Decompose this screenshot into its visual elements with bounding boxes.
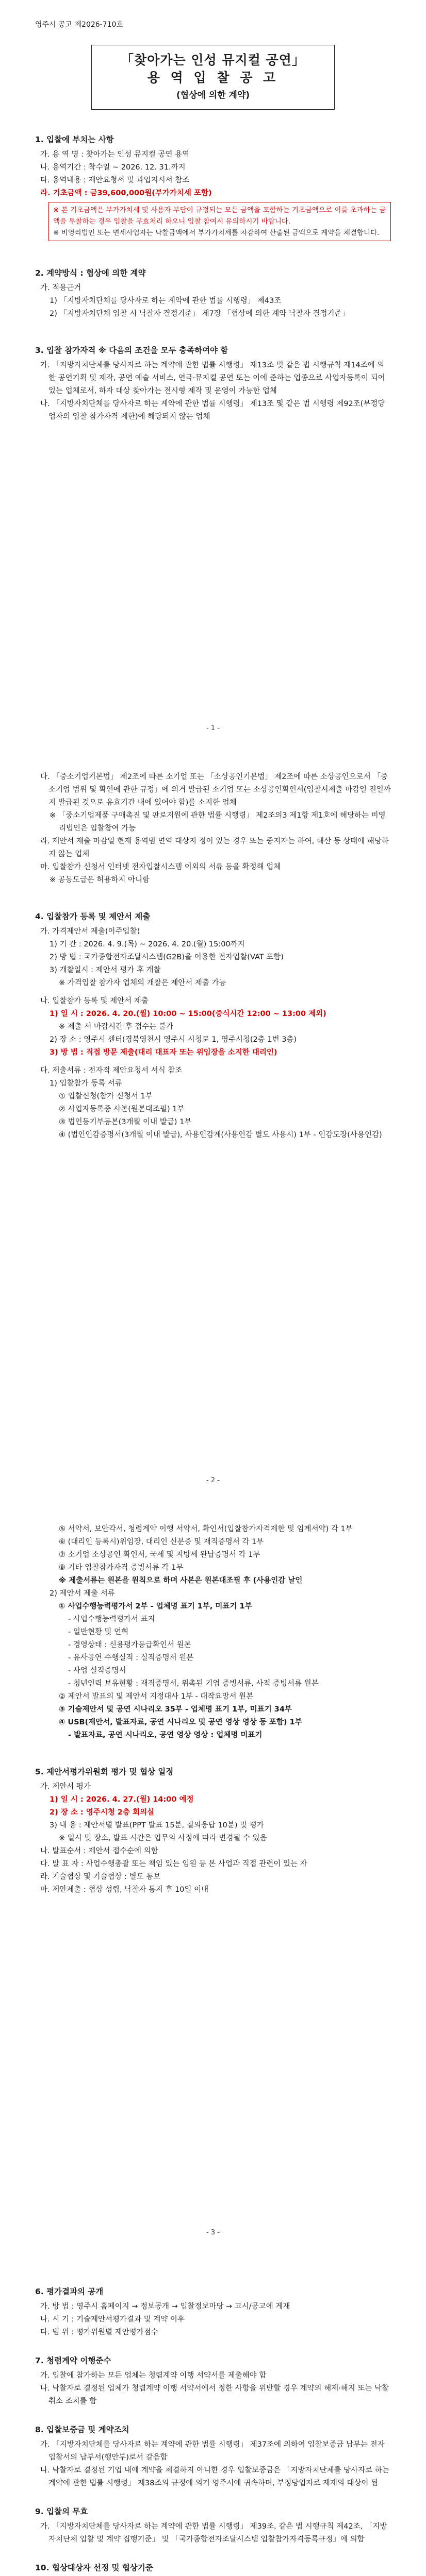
s8-item: 나. 낙찰자로 결정된 기업 내에 계약을 체결하지 아니한 경우 입찰보증금은 「지방자치단체를 당사자로 하는 계약에 관한 법률 시행령」 제38조의 규정에 의거 영주시에 귀속하며, 부정당업자로 제재의 대상이 됨 bbox=[40, 2466, 389, 2487]
price-notice-2: ※ 비영리법인 또는 면세사업자는 낙찰금액에서 부가가치세를 차감하여 산출된 금액으로 계약을 체결합니다. bbox=[53, 229, 380, 237]
section-2-heading: 2. 계약방식 : 협상에 의한 계약 bbox=[35, 268, 146, 278]
page-number: - 3 - bbox=[206, 2229, 220, 2236]
s6-item: 나. 시 기 : 기술제안서평가결과 및 계약 이후 bbox=[40, 2315, 185, 2324]
price-notice-1: ※ 본 기초금액은 부가가치세 및 사용자 부담이 규정되는 모든 금액을 포함하는 기초금액으로 이를 초과하는 금액을 투찰하는 경우 입찰을 무효처리 하오니 입찰 참여시 유의하시기 바랍니다. bbox=[53, 206, 386, 226]
s9-item: 가. 「지방자치단체를 당사자로 하는 계약에 관한 법률 시행령」 제39조, 같은 법 시행규칙 제42조, 「지방자치단체 입찰 및 계약 집행기준」 및 「국가종합전자조달시스템 입찰참가자격등록규정」에 의함 bbox=[40, 2522, 387, 2544]
s5-item: 3) 내 용 : 제안서별 발표(PPT 발표 15분, 질의응답 10분) 및 평가 bbox=[50, 1821, 264, 1829]
s4-item: ① 입찰신청(참가 신청서 1부 bbox=[59, 1092, 153, 1100]
s4-item: 1) 입찰참가 등록 서류 bbox=[50, 1079, 122, 1088]
s8-item: 가. 「지방자치단체를 당사자로 하는 계약에 관한 법률 시행령」 제37조에 의하여 입찰보증금 납부는 전자입찰서의 납부서(행안부)로서 갈음함 bbox=[40, 2441, 385, 2462]
s6-item: 다. 범 위 : 평가위원별 제안평가점수 bbox=[40, 2328, 158, 2336]
price-notice-box bbox=[48, 202, 391, 241]
s4b-item: ③ 기술제안서 및 공연 시나리오 35부 - 업체명 표기 1부, 미표기 34부 bbox=[59, 1705, 292, 1714]
s1-item: 나. 용역기간 : 착수일 ~ 2026. 12. 31.까지 bbox=[40, 163, 186, 172]
s4-item: 1) 일 시 : 2026. 4. 20.(월) 10:00 ~ 15:00(중식시간 12:00 ~ 13:00 제외) bbox=[50, 1010, 326, 1018]
section-8-heading: 8. 입찰보증금 및 계약조치 bbox=[35, 2425, 129, 2434]
title-line-1: 「찾아가는 인성 뮤지컬 공연」 bbox=[121, 53, 305, 67]
base-price: 라. 기초금액 : 금39,600,000원(부가가치세 포함) bbox=[40, 189, 212, 197]
s4-item: ③ 법인등기부등본(3개월 이내 발급) 1부 bbox=[59, 1118, 192, 1126]
section-7-heading: 7. 청렴계약 이행준수 bbox=[35, 2356, 111, 2365]
s4b-item: 2) 제안서 제출 서류 bbox=[50, 1589, 115, 1598]
s4b-item: - 발표자료, 공연 시나리오, 공연 영상 영상 : 업체명 미표기 bbox=[68, 1731, 263, 1739]
s7-item: 가. 입찰에 참가하는 모든 업체는 청렴계약 이행 서약서를 제출해야 함 bbox=[40, 2371, 267, 2380]
s4b-item: - 사업수행능력평가서 표지 bbox=[68, 1615, 155, 1623]
s6-item: 가. 방 법 : 영주시 홈페이지 → 정보공개 → 입찰정보마당 → 고시/공고에 게재 bbox=[40, 2302, 290, 2311]
s2-item: 가. 적용근거 bbox=[40, 284, 81, 292]
s5-item: ※ 일시 및 장소, 발표 시간은 업무의 사정에 따라 변경될 수 있음 bbox=[59, 1834, 267, 1842]
s3b-item: 다. 「중소기업기본법」 제2조에 따른 소기업 또는 「소상공인기본법」 제2조에 따른 소상공인으로서 「중소기업 범위 및 확인에 관한 규정」에 의거 발급된 소기업 또는 소상공인확인서(입찰서제출 마감일 전일까지 발급된 것으로 유효기간 내에 있어야 함)를 소지한 업체 bbox=[40, 773, 391, 807]
s4b-item: ④ USB(제안서, 발표자료, 공연 시나리오 및 공연 영상 영상 등 포함) 1부 bbox=[59, 1718, 302, 1726]
page-1 bbox=[0, 0, 426, 752]
section-10-heading: 10. 협상대상자 선정 및 협상기준 bbox=[35, 2563, 153, 2572]
s4-item: ※ 가격입찰 참가자 업체의 개찰은 제안서 제출 가능 bbox=[59, 979, 226, 987]
page-3 bbox=[0, 1504, 426, 2257]
s4-item: 3) 개찰일시 : 제안서 평가 후 개찰 bbox=[50, 966, 161, 974]
s4-item: 1) 기 간 : 2026. 4. 9.(목) ~ 2026. 4. 20.(월) 15:00까지 bbox=[50, 940, 245, 948]
notice-number: 영주시 공고 제2026-710호 bbox=[35, 21, 123, 29]
s3-item: 나. 「지방자치단체를 당사자로 하는 계약에 관한 법률 시행령」 제13조 및 같은 법 시행령 제92조(부정당업자의 입찰 참가자격 제한)에 해당되지 않는 업체 bbox=[40, 400, 385, 421]
s1-item: 다. 용역내용 : 제안요청서 및 과업지시서 참조 bbox=[40, 176, 190, 184]
s1-item: 가. 용 역 명 : 찾아가는 인성 뮤지컬 공연 용역 bbox=[40, 150, 190, 159]
s2-item: 1) 「지방자치단체를 당사자로 하는 계약에 관한 법률 시행령」 제43조 bbox=[50, 297, 282, 305]
s4b-item: ※ 제출서류는 원본을 원칙으로 하며 사본은 원본대조필 후 (사용인감 날인 bbox=[59, 1577, 303, 1585]
s4b-item: ⑧ 기타 입찰참가자격 증빙서류 각 1부 bbox=[59, 1564, 184, 1572]
s4-item: 가. 가격제안서 제출(이주입찰) bbox=[40, 927, 140, 936]
s5-item: 가. 제안서 평가 bbox=[40, 1783, 91, 1791]
section-3-heading: 3. 입찰 참가자격 ※ 다음의 조건을 모두 충족하여야 함 bbox=[35, 346, 228, 355]
s4b-item: ① 사업수행능력평가서 2부 - 업체명 표기 1부, 미표기 1부 bbox=[59, 1602, 252, 1611]
s4-item: 다. 제출서류 : 전자적 제안요청서 서식 참조 bbox=[40, 1066, 183, 1075]
s7-item: 나. 낙찰자로 결정된 업체가 청렴계약 이행 서약서에서 정한 사항을 위반할 경우 계약의 해제·해지 또는 낙찰취소 조치를 함 bbox=[40, 2384, 389, 2405]
page-2 bbox=[0, 752, 426, 1504]
s3b-item: ※ 공동도급은 허용하지 아니함 bbox=[50, 876, 150, 884]
section-6-heading: 6. 평가결과의 공개 bbox=[35, 2287, 104, 2296]
s3b-item: 라. 제안서 제출 마감일 현재 용역범 면역 대상지 정이 있는 경우 또는 중지자는 하여, 해산 등 상태에 해당하지 않는 업체 bbox=[40, 837, 389, 858]
page-4 bbox=[0, 2257, 426, 2576]
section-5-heading: 5. 제안서평가위원회 평가 및 협상 일정 bbox=[35, 1767, 174, 1776]
s4b-item: ② 제안서 발표의 및 제안서 지정대사 1부 - 대작요망서 원본 bbox=[59, 1692, 254, 1701]
s5-item: 나. 발표순서 : 제안서 접수순에 의함 bbox=[40, 1847, 158, 1855]
page-number: - 1 - bbox=[206, 724, 220, 732]
title-line-2: 용 역 입 찰 공 고 bbox=[147, 70, 279, 85]
page-number: - 2 - bbox=[206, 1477, 220, 1484]
s4b-item: - 경영상태 : 신용평가등급확인서 원본 bbox=[68, 1641, 191, 1649]
title-box bbox=[91, 45, 335, 110]
s4b-item: - 사업 실적증명서 bbox=[68, 1667, 126, 1675]
s4-item: ④ (법인인감증명서(3개월 이내 발급), 사용인감계(사용인감 별도 사용시) 1부 - 인감도장(사용인감) bbox=[59, 1131, 382, 1139]
s2-item: 2) 「지방자치단체 입찰 시 낙찰자 결정기준」 제7장 「협상에 의한 계약 낙찰자 결정기준」 bbox=[50, 310, 350, 318]
s5-item: 다. 발 표 자 : 사업수행총괄 또는 책임 있는 임원 등 본 사업과 직접 관련이 있는 자 bbox=[40, 1860, 307, 1868]
s3b-item: ※ 「중소기업제품 구매촉진 및 판로지원에 관한 법률 시행령」 제2조의3 제1항 제1호에 해당하는 비영리법인은 입찰참여 가능 bbox=[50, 811, 386, 833]
s4b-item: - 일반현황 및 연혁 bbox=[68, 1628, 129, 1636]
s4b-item: - 유사공연 수행실적 : 실적증명서 원본 bbox=[68, 1654, 194, 1662]
s5-item: 라. 기술협상 및 기술협상 : 별도 통보 bbox=[40, 1873, 161, 1881]
title-line-3: (협상에 의한 계약) bbox=[176, 90, 250, 100]
section-9-heading: 9. 입찰의 무효 bbox=[35, 2507, 88, 2516]
s5-item: 마. 제안제출 : 협상 성립, 낙찰자 통지 후 10일 이내 bbox=[40, 1886, 209, 1894]
s5-item: 2) 장 소 : 영주시청 2층 회의실 bbox=[50, 1808, 154, 1817]
s4-item: 3) 방 법 : 직접 방문 제출(대리 대표자 또는 위임장을 소지한 대리인) bbox=[50, 1048, 277, 1057]
s4b-item: ⑤ 서약서, 보안각서, 청렴계약 이행 서약서, 확인서(입찰참가자격제한 및 임계서약) 각 1부 bbox=[59, 1525, 353, 1533]
s4-item: ② 사업자등록증 사본(원본대조필) 1부 bbox=[59, 1105, 185, 1113]
s4-item: 나. 입찰참가 등록 및 제안서 제출 bbox=[40, 997, 149, 1005]
s5-item: 1) 일 시 : 2026. 4. 27.(월) 14:00 예정 bbox=[50, 1795, 194, 1804]
s3b-item: 마. 입찰참가 신청서 인터넷 전자입찰시스템 이외의 서류 등을 확정해 업체 bbox=[40, 863, 281, 871]
s4-item: 2) 방 법 : 국가종합전자조달시스템(G2B)을 이용한 전자입찰(VAT 포함) bbox=[50, 953, 284, 961]
section-4-heading: 4. 입찰참가 등록 및 제안서 제출 bbox=[35, 912, 151, 921]
section-1-heading: 1. 입찰에 부치는 사항 bbox=[35, 135, 114, 144]
s4b-item: ⑥ (대리인 등록시)위임장, 대리인 신분증 및 재직증명서 각 1부 bbox=[59, 1538, 264, 1546]
s4b-item: - 청년인력 보유현황 : 재직증명서, 위촉된 기업 증빙서류, 사적 증빙서류 원본 bbox=[68, 1680, 319, 1688]
s4b-item: ⑦ 소기업 소상공인 확인서, 국세 및 지방세 완납증명서 각 1부 bbox=[59, 1551, 260, 1559]
s3-item: 가. 「지방자치단체를 당사자로 하는 계약에 관한 법률 시행령」 제13조 및 같은 법 시행규칙 제14조에 의한 공연기획 및 제작, 공연 예술 서비스, 연극·뮤지컬 공연 또는 이에 준하는 업종으로 사업자등록이 되어 있는 업체로서, 하자 대상 찾아가는 전시형 제작 및 운영이 가능한 업체 bbox=[40, 361, 385, 395]
s4-item: ※ 제출 서 마감시간 후 접수는 불가 bbox=[59, 1023, 173, 1031]
s4-item: 2) 장 소 : 영주시 센터(경북영천시 영주시 시청로 1, 영주시청(2층 1번 3층) bbox=[50, 1036, 297, 1044]
